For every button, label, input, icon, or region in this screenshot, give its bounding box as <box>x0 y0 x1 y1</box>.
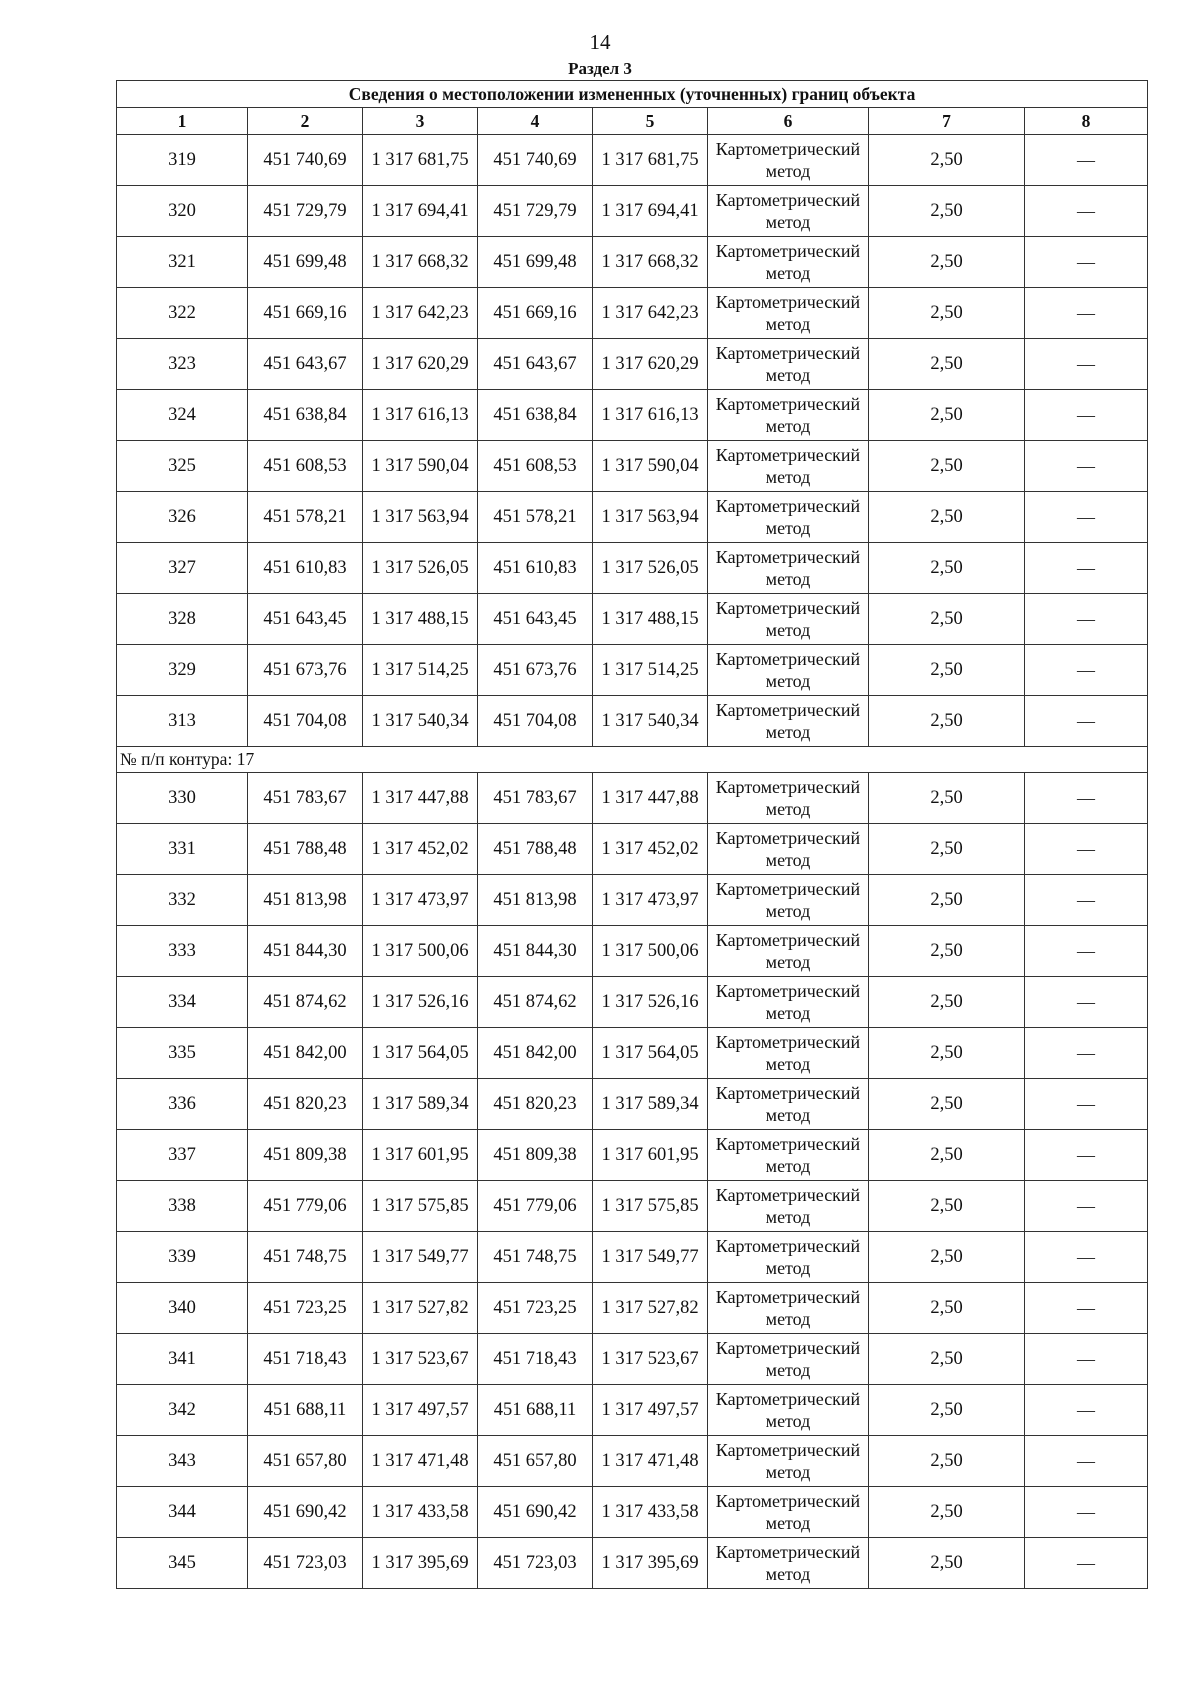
y-old-cell: 1 317 471,48 <box>363 1436 478 1487</box>
x-old-cell: 451 718,43 <box>248 1334 363 1385</box>
y-old-cell: 1 317 616,13 <box>363 390 478 441</box>
y-new-cell: 1 317 620,29 <box>593 339 708 390</box>
method-cell: Картометрический метод <box>708 1436 869 1487</box>
x-old-cell: 451 578,21 <box>248 492 363 543</box>
contour-label: № п/п контура: 17 <box>117 747 1148 773</box>
method-cell: Картометрический метод <box>708 824 869 875</box>
method-cell: Картометрический метод <box>708 977 869 1028</box>
description-cell: — <box>1025 1232 1148 1283</box>
x-old-cell: 451 748,75 <box>248 1232 363 1283</box>
y-new-cell: 1 317 488,15 <box>593 594 708 645</box>
table-row <box>117 1130 1148 1181</box>
method-cell: Картометрический метод <box>708 288 869 339</box>
accuracy-cell: 2,50 <box>869 594 1025 645</box>
x-new-cell: 451 783,67 <box>478 773 593 824</box>
x-old-cell: 451 788,48 <box>248 824 363 875</box>
x-old-cell: 451 723,03 <box>248 1538 363 1589</box>
x-old-cell: 451 699,48 <box>248 237 363 288</box>
accuracy-cell: 2,50 <box>869 824 1025 875</box>
table-row <box>117 1079 1148 1130</box>
y-old-cell: 1 317 526,05 <box>363 543 478 594</box>
description-cell: — <box>1025 1487 1148 1538</box>
y-old-cell: 1 317 488,15 <box>363 594 478 645</box>
accuracy-cell: 2,50 <box>869 875 1025 926</box>
description-cell: — <box>1025 875 1148 926</box>
table-row <box>117 1283 1148 1334</box>
x-new-cell: 451 844,30 <box>478 926 593 977</box>
point-number-cell: 325 <box>117 441 248 492</box>
y-old-cell: 1 317 497,57 <box>363 1385 478 1436</box>
description-cell: — <box>1025 977 1148 1028</box>
y-old-cell: 1 317 681,75 <box>363 135 478 186</box>
x-new-cell: 451 748,75 <box>478 1232 593 1283</box>
table-row <box>117 1334 1148 1385</box>
accuracy-cell: 2,50 <box>869 543 1025 594</box>
y-old-cell: 1 317 447,88 <box>363 773 478 824</box>
accuracy-cell: 2,50 <box>869 135 1025 186</box>
y-old-cell: 1 317 433,58 <box>363 1487 478 1538</box>
x-old-cell: 451 638,84 <box>248 390 363 441</box>
description-cell: — <box>1025 288 1148 339</box>
table-caption: Сведения о местоположении измененных (уточненных) границ объекта <box>117 81 1148 108</box>
method-cell: Картометрический метод <box>708 645 869 696</box>
x-new-cell: 451 578,21 <box>478 492 593 543</box>
description-cell: — <box>1025 135 1148 186</box>
accuracy-cell: 2,50 <box>869 1487 1025 1538</box>
table-header-row <box>117 108 1148 135</box>
method-cell: Картометрический метод <box>708 1385 869 1436</box>
description-cell: — <box>1025 1028 1148 1079</box>
table-row <box>117 1538 1148 1589</box>
point-number-cell: 342 <box>117 1385 248 1436</box>
description-cell: — <box>1025 824 1148 875</box>
point-number-cell: 341 <box>117 1334 248 1385</box>
table-row <box>117 594 1148 645</box>
point-number-cell: 339 <box>117 1232 248 1283</box>
x-old-cell: 451 669,16 <box>248 288 363 339</box>
x-old-cell: 451 688,11 <box>248 1385 363 1436</box>
x-old-cell: 451 779,06 <box>248 1181 363 1232</box>
y-new-cell: 1 317 395,69 <box>593 1538 708 1589</box>
x-new-cell: 451 723,25 <box>478 1283 593 1334</box>
x-old-cell: 451 673,76 <box>248 645 363 696</box>
table-row <box>117 237 1148 288</box>
y-new-cell: 1 317 433,58 <box>593 1487 708 1538</box>
accuracy-cell: 2,50 <box>869 1130 1025 1181</box>
accuracy-cell: 2,50 <box>869 1436 1025 1487</box>
page-number: 14 <box>589 30 611 54</box>
x-old-cell: 451 690,42 <box>248 1487 363 1538</box>
y-old-cell: 1 317 549,77 <box>363 1232 478 1283</box>
point-number-cell: 331 <box>117 824 248 875</box>
point-number-cell: 330 <box>117 773 248 824</box>
accuracy-cell: 2,50 <box>869 926 1025 977</box>
point-number-cell: 319 <box>117 135 248 186</box>
y-new-cell: 1 317 473,97 <box>593 875 708 926</box>
accuracy-cell: 2,50 <box>869 1283 1025 1334</box>
y-new-cell: 1 317 526,05 <box>593 543 708 594</box>
accuracy-cell: 2,50 <box>869 1181 1025 1232</box>
y-old-cell: 1 317 540,34 <box>363 696 478 747</box>
table-row <box>117 1028 1148 1079</box>
description-cell: — <box>1025 1538 1148 1589</box>
table-row <box>117 875 1148 926</box>
y-new-cell: 1 317 668,32 <box>593 237 708 288</box>
description-cell: — <box>1025 926 1148 977</box>
method-cell: Картометрический метод <box>708 926 869 977</box>
accuracy-cell: 2,50 <box>869 1232 1025 1283</box>
method-cell: Картометрический метод <box>708 1079 869 1130</box>
method-cell: Картометрический метод <box>708 773 869 824</box>
x-old-cell: 451 874,62 <box>248 977 363 1028</box>
x-old-cell: 451 844,30 <box>248 926 363 977</box>
y-old-cell: 1 317 563,94 <box>363 492 478 543</box>
point-number-cell: 321 <box>117 237 248 288</box>
x-old-cell: 451 643,45 <box>248 594 363 645</box>
table-caption-row <box>117 81 1148 108</box>
point-number-cell: 338 <box>117 1181 248 1232</box>
y-old-cell: 1 317 527,82 <box>363 1283 478 1334</box>
table-row <box>117 339 1148 390</box>
y-old-cell: 1 317 395,69 <box>363 1538 478 1589</box>
table-row <box>117 1232 1148 1283</box>
coordinates-table <box>116 80 1148 1589</box>
method-cell: Картометрический метод <box>708 1334 869 1385</box>
description-cell: — <box>1025 1079 1148 1130</box>
description-cell: — <box>1025 1334 1148 1385</box>
y-old-cell: 1 317 564,05 <box>363 1028 478 1079</box>
x-new-cell: 451 643,67 <box>478 339 593 390</box>
table-row <box>117 186 1148 237</box>
y-old-cell: 1 317 668,32 <box>363 237 478 288</box>
method-cell: Картометрический метод <box>708 696 869 747</box>
method-cell: Картометрический метод <box>708 492 869 543</box>
point-number-cell: 337 <box>117 1130 248 1181</box>
x-new-cell: 451 729,79 <box>478 186 593 237</box>
y-new-cell: 1 317 601,95 <box>593 1130 708 1181</box>
table-row <box>117 543 1148 594</box>
method-cell: Картометрический метод <box>708 339 869 390</box>
x-new-cell: 451 657,80 <box>478 1436 593 1487</box>
section-title: Раздел 3 <box>568 59 632 78</box>
x-new-cell: 451 688,11 <box>478 1385 593 1436</box>
x-old-cell: 451 813,98 <box>248 875 363 926</box>
y-old-cell: 1 317 589,34 <box>363 1079 478 1130</box>
point-number-cell: 343 <box>117 1436 248 1487</box>
table-row <box>117 824 1148 875</box>
point-number-cell: 323 <box>117 339 248 390</box>
y-new-cell: 1 317 616,13 <box>593 390 708 441</box>
point-number-cell: 322 <box>117 288 248 339</box>
y-old-cell: 1 317 590,04 <box>363 441 478 492</box>
method-cell: Картометрический метод <box>708 1283 869 1334</box>
method-cell: Картометрический метод <box>708 1028 869 1079</box>
method-cell: Картометрический метод <box>708 441 869 492</box>
table-row <box>117 1487 1148 1538</box>
point-number-cell: 332 <box>117 875 248 926</box>
y-new-cell: 1 317 447,88 <box>593 773 708 824</box>
point-number-cell: 345 <box>117 1538 248 1589</box>
y-old-cell: 1 317 473,97 <box>363 875 478 926</box>
y-new-cell: 1 317 694,41 <box>593 186 708 237</box>
point-number-cell: 334 <box>117 977 248 1028</box>
method-cell: Картометрический метод <box>708 1538 869 1589</box>
x-new-cell: 451 608,53 <box>478 441 593 492</box>
method-cell: Картометрический метод <box>708 594 869 645</box>
x-old-cell: 451 704,08 <box>248 696 363 747</box>
y-old-cell: 1 317 601,95 <box>363 1130 478 1181</box>
x-new-cell: 451 673,76 <box>478 645 593 696</box>
accuracy-cell: 2,50 <box>869 186 1025 237</box>
y-new-cell: 1 317 563,94 <box>593 492 708 543</box>
accuracy-cell: 2,50 <box>869 390 1025 441</box>
column-header: 4 <box>478 108 593 135</box>
description-cell: — <box>1025 1385 1148 1436</box>
contour-label-row <box>117 747 1148 773</box>
description-cell: — <box>1025 543 1148 594</box>
accuracy-cell: 2,50 <box>869 441 1025 492</box>
x-old-cell: 451 740,69 <box>248 135 363 186</box>
description-cell: — <box>1025 594 1148 645</box>
x-old-cell: 451 610,83 <box>248 543 363 594</box>
point-number-cell: 333 <box>117 926 248 977</box>
description-cell: — <box>1025 492 1148 543</box>
x-old-cell: 451 643,67 <box>248 339 363 390</box>
method-cell: Картометрический метод <box>708 1181 869 1232</box>
y-new-cell: 1 317 471,48 <box>593 1436 708 1487</box>
accuracy-cell: 2,50 <box>869 492 1025 543</box>
y-new-cell: 1 317 452,02 <box>593 824 708 875</box>
accuracy-cell: 2,50 <box>869 1079 1025 1130</box>
table-row <box>117 441 1148 492</box>
method-cell: Картометрический метод <box>708 1232 869 1283</box>
table-row <box>117 135 1148 186</box>
description-cell: — <box>1025 186 1148 237</box>
description-cell: — <box>1025 1283 1148 1334</box>
method-cell: Картометрический метод <box>708 237 869 288</box>
accuracy-cell: 2,50 <box>869 237 1025 288</box>
x-new-cell: 451 723,03 <box>478 1538 593 1589</box>
table-row <box>117 1181 1148 1232</box>
x-old-cell: 451 657,80 <box>248 1436 363 1487</box>
accuracy-cell: 2,50 <box>869 977 1025 1028</box>
point-number-cell: 335 <box>117 1028 248 1079</box>
accuracy-cell: 2,50 <box>869 1538 1025 1589</box>
y-old-cell: 1 317 575,85 <box>363 1181 478 1232</box>
column-header: 3 <box>363 108 478 135</box>
x-new-cell: 451 820,23 <box>478 1079 593 1130</box>
y-new-cell: 1 317 526,16 <box>593 977 708 1028</box>
x-old-cell: 451 608,53 <box>248 441 363 492</box>
table-row <box>117 1436 1148 1487</box>
point-number-cell: 324 <box>117 390 248 441</box>
accuracy-cell: 2,50 <box>869 1385 1025 1436</box>
table-row <box>117 977 1148 1028</box>
x-new-cell: 451 788,48 <box>478 824 593 875</box>
accuracy-cell: 2,50 <box>869 696 1025 747</box>
y-old-cell: 1 317 694,41 <box>363 186 478 237</box>
accuracy-cell: 2,50 <box>869 1334 1025 1385</box>
y-old-cell: 1 317 642,23 <box>363 288 478 339</box>
x-new-cell: 451 690,42 <box>478 1487 593 1538</box>
x-new-cell: 451 669,16 <box>478 288 593 339</box>
point-number-cell: 344 <box>117 1487 248 1538</box>
y-new-cell: 1 317 575,85 <box>593 1181 708 1232</box>
column-header: 1 <box>117 108 248 135</box>
y-new-cell: 1 317 523,67 <box>593 1334 708 1385</box>
accuracy-cell: 2,50 <box>869 339 1025 390</box>
y-old-cell: 1 317 452,02 <box>363 824 478 875</box>
x-new-cell: 451 718,43 <box>478 1334 593 1385</box>
description-cell: — <box>1025 339 1148 390</box>
column-header: 6 <box>708 108 869 135</box>
description-cell: — <box>1025 1436 1148 1487</box>
y-old-cell: 1 317 514,25 <box>363 645 478 696</box>
description-cell: — <box>1025 237 1148 288</box>
x-new-cell: 451 610,83 <box>478 543 593 594</box>
method-cell: Картометрический метод <box>708 186 869 237</box>
y-new-cell: 1 317 681,75 <box>593 135 708 186</box>
y-new-cell: 1 317 514,25 <box>593 645 708 696</box>
x-old-cell: 451 723,25 <box>248 1283 363 1334</box>
method-cell: Картометрический метод <box>708 135 869 186</box>
table-row <box>117 926 1148 977</box>
table-row <box>117 288 1148 339</box>
accuracy-cell: 2,50 <box>869 773 1025 824</box>
description-cell: — <box>1025 1181 1148 1232</box>
y-new-cell: 1 317 500,06 <box>593 926 708 977</box>
description-cell: — <box>1025 773 1148 824</box>
accuracy-cell: 2,50 <box>869 288 1025 339</box>
column-header: 2 <box>248 108 363 135</box>
y-new-cell: 1 317 527,82 <box>593 1283 708 1334</box>
point-number-cell: 327 <box>117 543 248 594</box>
method-cell: Картометрический метод <box>708 390 869 441</box>
y-old-cell: 1 317 526,16 <box>363 977 478 1028</box>
x-new-cell: 451 643,45 <box>478 594 593 645</box>
method-cell: Картометрический метод <box>708 1487 869 1538</box>
table-row <box>117 773 1148 824</box>
column-header: 7 <box>869 108 1025 135</box>
x-new-cell: 451 842,00 <box>478 1028 593 1079</box>
table-row <box>117 696 1148 747</box>
point-number-cell: 329 <box>117 645 248 696</box>
point-number-cell: 340 <box>117 1283 248 1334</box>
y-new-cell: 1 317 564,05 <box>593 1028 708 1079</box>
x-new-cell: 451 813,98 <box>478 875 593 926</box>
table-row <box>117 645 1148 696</box>
y-new-cell: 1 317 589,34 <box>593 1079 708 1130</box>
description-cell: — <box>1025 1130 1148 1181</box>
x-old-cell: 451 809,38 <box>248 1130 363 1181</box>
y-new-cell: 1 317 549,77 <box>593 1232 708 1283</box>
x-new-cell: 451 704,08 <box>478 696 593 747</box>
accuracy-cell: 2,50 <box>869 645 1025 696</box>
y-old-cell: 1 317 500,06 <box>363 926 478 977</box>
accuracy-cell: 2,50 <box>869 1028 1025 1079</box>
x-old-cell: 451 820,23 <box>248 1079 363 1130</box>
table-row <box>117 1385 1148 1436</box>
x-new-cell: 451 740,69 <box>478 135 593 186</box>
y-old-cell: 1 317 523,67 <box>363 1334 478 1385</box>
column-header: 8 <box>1025 108 1148 135</box>
point-number-cell: 326 <box>117 492 248 543</box>
description-cell: — <box>1025 696 1148 747</box>
point-number-cell: 320 <box>117 186 248 237</box>
x-old-cell: 451 783,67 <box>248 773 363 824</box>
x-old-cell: 451 729,79 <box>248 186 363 237</box>
y-new-cell: 1 317 497,57 <box>593 1385 708 1436</box>
x-new-cell: 451 638,84 <box>478 390 593 441</box>
point-number-cell: 328 <box>117 594 248 645</box>
method-cell: Картометрический метод <box>708 543 869 594</box>
y-old-cell: 1 317 620,29 <box>363 339 478 390</box>
description-cell: — <box>1025 390 1148 441</box>
x-new-cell: 451 874,62 <box>478 977 593 1028</box>
y-new-cell: 1 317 590,04 <box>593 441 708 492</box>
x-new-cell: 451 699,48 <box>478 237 593 288</box>
y-new-cell: 1 317 642,23 <box>593 288 708 339</box>
point-number-cell: 336 <box>117 1079 248 1130</box>
x-old-cell: 451 842,00 <box>248 1028 363 1079</box>
table-row <box>117 390 1148 441</box>
column-header: 5 <box>593 108 708 135</box>
point-number-cell: 313 <box>117 696 248 747</box>
y-new-cell: 1 317 540,34 <box>593 696 708 747</box>
description-cell: — <box>1025 441 1148 492</box>
method-cell: Картометрический метод <box>708 875 869 926</box>
x-new-cell: 451 809,38 <box>478 1130 593 1181</box>
table-row <box>117 492 1148 543</box>
description-cell: — <box>1025 645 1148 696</box>
method-cell: Картометрический метод <box>708 1130 869 1181</box>
x-new-cell: 451 779,06 <box>478 1181 593 1232</box>
